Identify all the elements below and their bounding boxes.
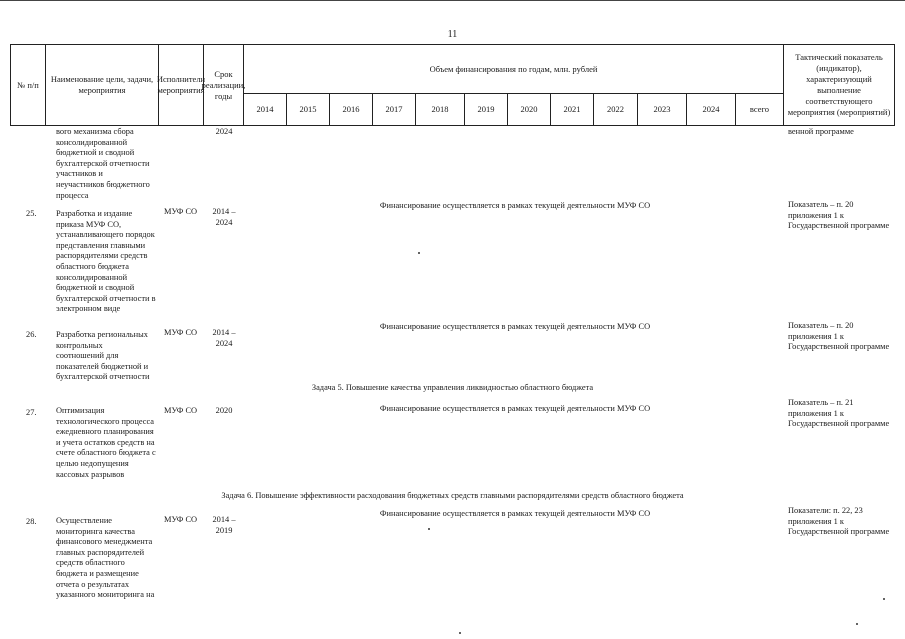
row-26-num: 26.: [26, 330, 37, 339]
row-28-funding: Финансирование осуществляется в рамках текущей деятельности МУФ СО: [379, 509, 651, 518]
row-28-num: 28.: [26, 517, 37, 526]
scan-speck: [418, 252, 420, 254]
header-year-total: всего: [735, 93, 784, 126]
row-25-indicator: Показатель – п. 20 приложения 1 к Государственной программе: [788, 200, 890, 231]
page-number: 11: [447, 29, 458, 40]
header-year-2018: 2018: [415, 93, 465, 126]
header-year-2016: 2016: [329, 93, 373, 126]
row-28-name: Осуществление мониторинга качества финансового менеджмента главных распорядителей средств областного бюджета и размещение отчета о результатах указанного мониторинга на: [56, 516, 155, 600]
row-26-term: 2014 – 2024: [212, 328, 236, 348]
task-5-heading: Задача 5. Повышение качества управления ликвидностью областного бюджета: [311, 383, 594, 392]
header-year-2021: 2021: [550, 93, 594, 126]
header-term: Срок реализации, годы: [203, 44, 244, 126]
header-year-2015: 2015: [286, 93, 330, 126]
page-top-border: [0, 0, 905, 1]
scan-speck: [883, 598, 885, 600]
scan-speck: [856, 623, 858, 625]
continuation-name: вого механизма сбора консолидированной бюджетной и сводной бухгалтерской отчетности участников и неучастников бюджетного процесса: [56, 127, 150, 200]
row-25-funding: Финансирование осуществляется в рамках текущей деятельности МУФ СО: [379, 201, 651, 210]
row-28-indicator: Показатели: п. 22, 23 приложения 1 к Государственной программе: [788, 506, 890, 537]
row-25-executor: МУФ СО: [164, 207, 198, 216]
row-27-term: 2020: [215, 406, 233, 415]
scan-speck: [459, 632, 461, 634]
header-name: Наименование цели, задачи, мероприятия: [45, 44, 159, 126]
header-indicator: Тактический показатель (индикатор), характеризующий выполнение соответствующего мероприятия (мероприятий): [783, 44, 895, 126]
row-28-term: 2014 – 2019: [212, 515, 236, 535]
continuation-indicator: венной программе: [788, 127, 854, 136]
row-26-name: Разработка региональных контрольных соотношений для показателей бюджетной и бухгалтерской отчетности: [56, 330, 150, 382]
task-6-heading: Задача 6. Повышение эффективности расходования бюджетных средств главными распорядителями средств областного бюджета: [221, 491, 684, 500]
row-27-num: 27.: [26, 408, 37, 417]
header-year-2019: 2019: [464, 93, 508, 126]
row-25-term: 2014 – 2024: [212, 207, 236, 227]
row-27-name: Оптимизация технологического процесса ежедневного планирования и учета остатков средств на счете областного бюджета с целью недопущения кассовых разрывов: [56, 406, 156, 479]
header-year-2023: 2023: [637, 93, 687, 126]
row-26-funding: Финансирование осуществляется в рамках текущей деятельности МУФ СО: [379, 322, 651, 331]
row-25-name: Разработка и издание приказа МУФ СО, устанавливающего порядок представления главными распорядителями средств областного бюджета консолидированной бюджетной и сводной бухгалтерской отчетности в электронном виде: [56, 209, 156, 314]
row-28-executor: МУФ СО: [164, 515, 198, 524]
header-funding: Объем финансирования по годам, млн. рублей: [243, 44, 784, 94]
row-27-executor: МУФ СО: [164, 406, 198, 415]
header-year-2024: 2024: [686, 93, 736, 126]
header-num: № п/п: [10, 44, 46, 126]
row-27-funding: Финансирование осуществляется в рамках текущей деятельности МУФ СО: [379, 404, 651, 413]
header-year-2020: 2020: [507, 93, 551, 126]
row-26-indicator: Показатель – п. 20 приложения 1 к Государственной программе: [788, 321, 890, 352]
header-year-2017: 2017: [372, 93, 416, 126]
header-year-2022: 2022: [593, 93, 638, 126]
header-year-2014: 2014: [243, 93, 287, 126]
continuation-term: 2024: [215, 127, 233, 136]
row-27-indicator: Показатель – п. 21 приложения 1 к Государственной программе: [788, 398, 890, 429]
scan-speck: [428, 528, 430, 530]
header-executors: Исполнители мероприятия: [158, 44, 204, 126]
row-25-num: 25.: [26, 209, 37, 218]
row-26-executor: МУФ СО: [164, 328, 198, 337]
